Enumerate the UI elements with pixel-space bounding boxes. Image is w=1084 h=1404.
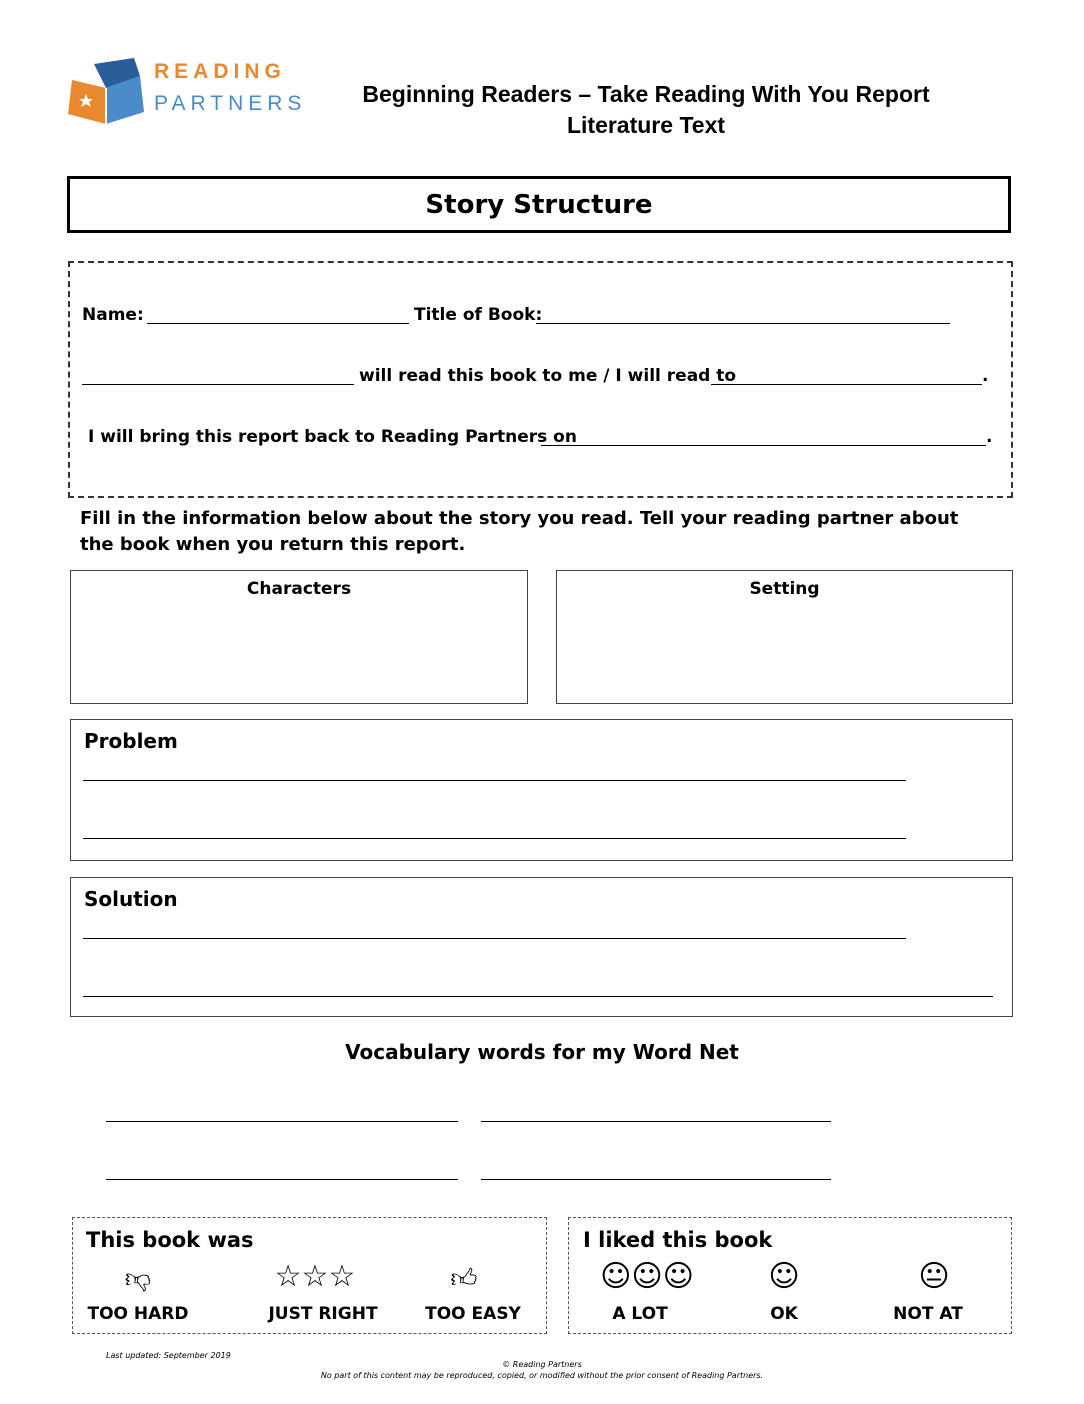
three-stars-icon[interactable]: ☆☆☆ [274,1259,356,1294]
solution-line-1[interactable] [83,938,906,939]
not-at-label: NOT AT [893,1304,963,1324]
logo-word-partners: PARTNERS [154,92,307,115]
three-smiley-icon[interactable]: ☺☺☺ [600,1259,694,1294]
just-right-label: JUST RIGHT [268,1304,378,1324]
problem-line-1[interactable] [83,780,906,781]
logo-word-reading: READING [154,60,286,83]
last-updated: Last updated: September 2019 [106,1351,231,1360]
return-period: . [986,427,993,447]
name-label: Name: [82,305,144,325]
solution-line-2[interactable] [83,996,993,997]
vocabulary-title: Vocabulary words for my Word Net [345,1040,739,1064]
document-subtitle: Literature Text [566,112,726,138]
vocab-line-2[interactable] [481,1121,831,1122]
setting-box[interactable] [556,570,1013,704]
return-date-field[interactable] [541,445,986,446]
reader-name-field[interactable] [82,384,354,385]
a-lot-label: A LOT [612,1304,668,1324]
thumbs-up-icon[interactable]: 👍︎ [450,1264,478,1294]
difficulty-title: This book was [86,1228,254,1252]
document-title: Beginning Readers – Take Reading With You Report [362,81,930,107]
banner-title: Story Structure [425,189,653,220]
neutral-face-icon[interactable]: 😐︎ [918,1259,950,1294]
vocab-line-1[interactable] [106,1121,458,1122]
read-phrase: will read this book to me / I will read to [359,366,737,386]
problem-label: Problem [84,729,178,753]
characters-box[interactable] [70,570,528,704]
thumbs-down-icon[interactable]: 👎︎ [124,1264,152,1294]
problem-box [70,719,1013,861]
story-structure-banner [67,176,1011,233]
vocab-line-4[interactable] [481,1179,831,1180]
book-title-field[interactable] [536,323,950,324]
liking-title: I liked this book [583,1228,773,1252]
characters-label: Characters [246,579,352,599]
vocab-line-3[interactable] [106,1179,458,1180]
problem-line-2[interactable] [83,838,906,839]
name-field[interactable] [147,323,409,324]
book-title-label: Title of Book: [414,305,543,325]
read-period: . [982,366,989,386]
disclaimer: No part of this content may be reproduced, copied, or modified without the prior consent of Reading Partners. [320,1371,764,1380]
smiley-icon[interactable]: ☺ [768,1259,800,1294]
ok-label: OK [770,1304,798,1324]
instructions-text: Fill in the information below about the story you read. Tell your reading partner about the book when you return this report. [80,508,959,555]
copyright: © Reading Partners [502,1360,582,1369]
setting-label: Setting [749,579,820,599]
solution-label: Solution [84,887,178,911]
too-easy-label: TOO EASY [425,1304,521,1324]
too-hard-label: TOO HARD [87,1304,189,1324]
listener-name-field[interactable] [711,384,982,385]
reading-partners-logo [66,54,307,128]
return-phrase: I will bring this report back to Reading Partners on [88,427,577,447]
open-book-logo-icon [66,54,152,128]
